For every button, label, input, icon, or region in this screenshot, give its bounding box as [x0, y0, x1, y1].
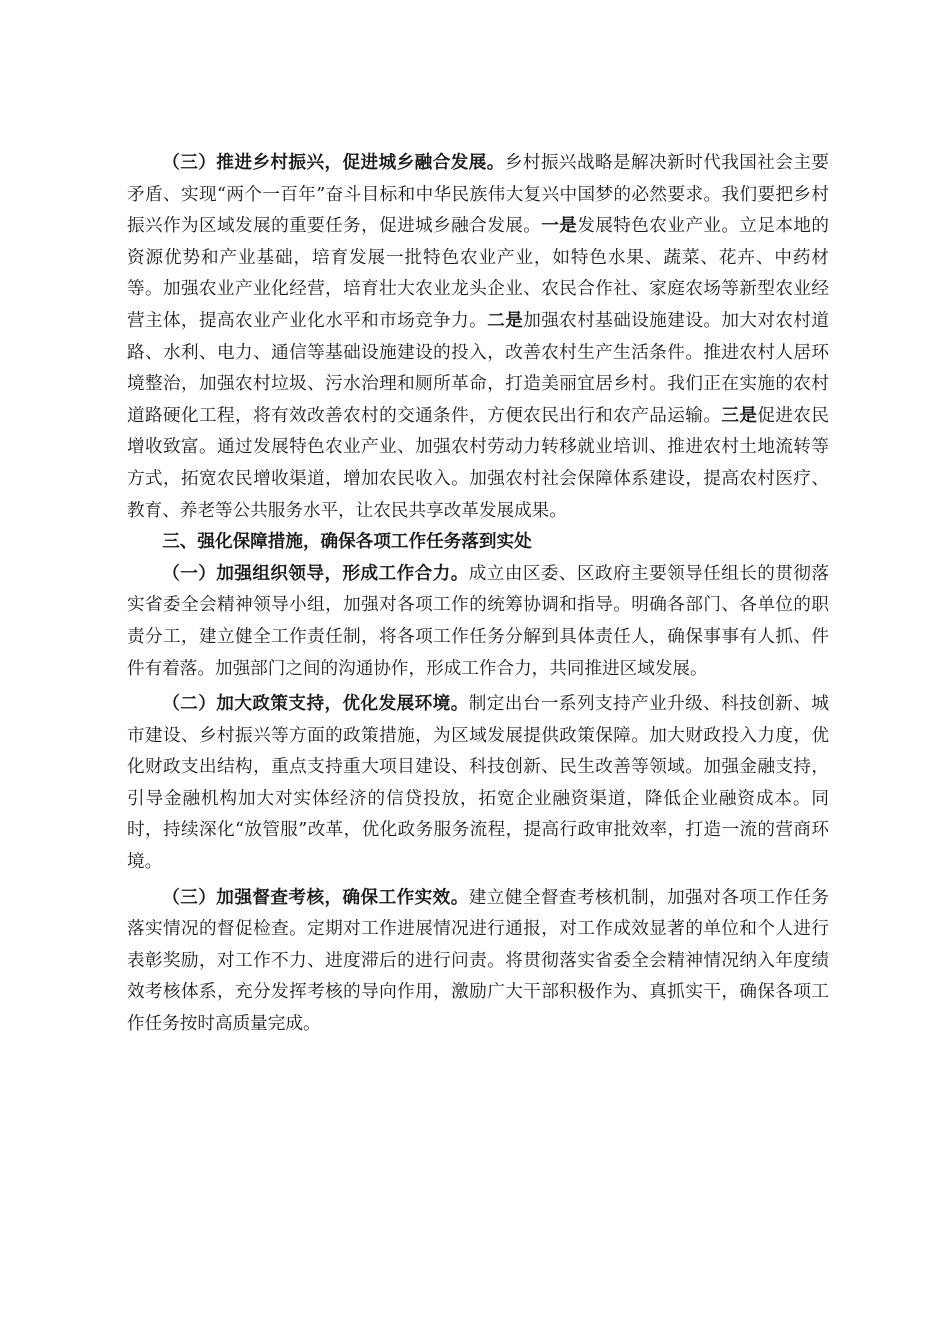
point-label-two: 二是: [487, 310, 524, 331]
paragraph-lead: （三）加强督查考核，确保工作实效。: [162, 887, 469, 908]
paragraph-text: 乡村振兴战略是解决新时代我国社会主要矛盾、实现“两个一百年”奋斗目标和中华民族伟大复兴中国梦的必然要求。我们要把乡村振兴作为区域发展的重要任务，促进城乡融合发展。: [127, 153, 829, 237]
paragraph-text: 建立健全督查考核机制，加强对各项工作任务落实情况的督促检查。定期对工作进展情况进行通报，对工作成效显著的单位和个人进行表彰奖励，对工作不力、进度滞后的进行问责。将贯彻落实省委全会精神情况纳入年度绩效考核体系，充分发挥考核的导向作用，激励广大干部积极作为、真抓实干，确保各项工作任务按时高质量完成。: [127, 887, 829, 1035]
paragraph-organization-leadership: [127, 559, 829, 685]
paragraph-lead: （二）加大政策支持，优化发展环境。: [162, 694, 469, 715]
paragraph-text: 加强农村基础设施建设。加大对农村道路、水利、电力、通信等基础设施建设的投入，改善农村生产生活条件。推进农村人居环境整治，加强农村垃圾、污水治理和厕所革命，打造美丽宜居乡村。我们正在实施的农村道路硬化工程，将有效改善农村的交通条件，方便农民出行和农产品运输。: [127, 310, 829, 426]
paragraph-text: 促进农民增收致富。通过发展特色农业产业、加强农村劳动力转移就业培训、推进农村土地流转等方式，拓宽农民增收渠道，增加农民收入。加强农村社会保障体系建设，提高农村医疗、教育、养老等公共服务水平，让农民共享改革发展成果。: [127, 405, 829, 521]
point-label-one: 一是: [541, 216, 578, 237]
point-label-three: 三是: [721, 405, 758, 426]
paragraph-supervision-assessment: [127, 883, 829, 1041]
section-heading: 三、强化保障措施，确保各项工作任务落到实处: [162, 532, 532, 553]
document-body: [127, 148, 829, 1041]
paragraph-text: 制定出台一系列支持产业升级、科技创新、城市建设、乡村振兴等方面的政策措施，为区域发展提供政策保障。加大财政投入力度，优化财政支出结构，重点支持重大项目建设、科技创新、民生改善等领域。加强金融支持，引导金融机构加大对实体经济的信贷投放，拓宽企业融资渠道，降低企业融资成本。同时，持续深化“放管服”改革，优化政务服务流程，提高行政审批效率，打造一流的营商环境。: [127, 694, 829, 873]
paragraph-policy-support: [127, 689, 829, 879]
paragraph-rural-revitalization: [127, 148, 829, 527]
paragraph-text: 发展特色农业产业。立足本地的资源优势和产业基础，培育发展一批特色农业产业，如特色水果、蔬菜、花卉、中药材等。加强农业产业化经营，培育壮大农业龙头企业、农民合作社、家庭农场等新型农业经营主体，提高农业产业化水平和市场竞争力。: [127, 216, 829, 331]
paragraph-lead: （三）推进乡村振兴，促进城乡融合发展。: [162, 153, 505, 173]
paragraph-text: 成立由区委、区政府主要领导任组长的贯彻落实省委全会精神领导小组，加强对各项工作的统筹协调和指导。明确各部门、各单位的职责分工，建立健全工作责任制，将各项工作任务分解到具体责任人，确保事事有人抓、件件有着落。加强部门之间的沟通协作，形成工作合力，共同推进区域发展。: [127, 563, 829, 679]
paragraph-lead: （一）加强组织领导，形成工作合力。: [162, 563, 469, 584]
